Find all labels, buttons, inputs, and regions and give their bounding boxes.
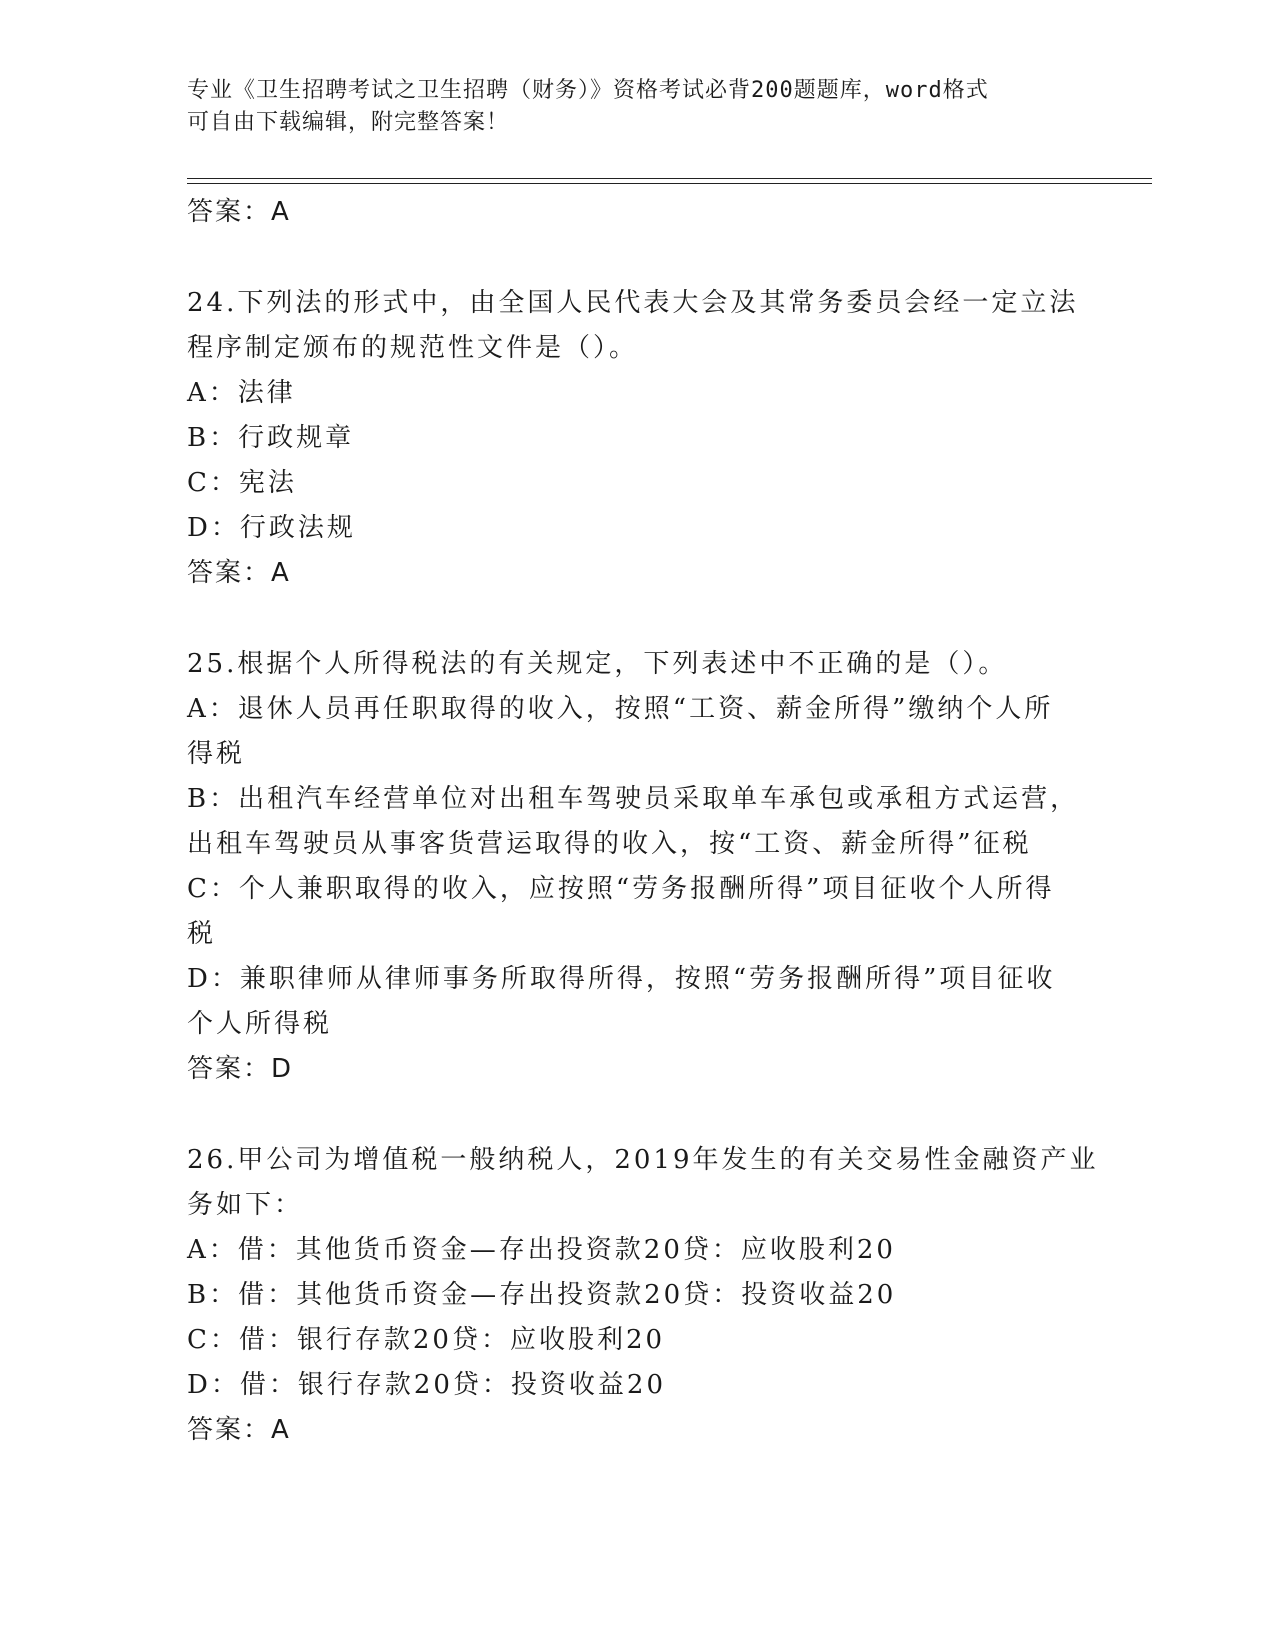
option-a: A：法律	[187, 378, 296, 408]
option-b-continued: 出租车驾驶员从事客货营运取得的收入，按“工资、薪金所得”征税	[187, 829, 1032, 859]
question-stem: 务如下：	[187, 1190, 304, 1220]
option-a: A：退休人员再任职取得的收入，按照“工资、薪金所得”缴纳个人所	[187, 694, 1054, 724]
answer: 答案：A	[187, 1415, 291, 1445]
question-stem: 25.根据个人所得税法的有关规定，下列表述中不正确的是（）。	[187, 649, 1008, 679]
option-d: D：行政法规	[187, 513, 356, 543]
option-c: C：个人兼职取得的收入，应按照“劳务报酬所得”项目征收个人所得	[187, 874, 1055, 904]
option-b: B：行政规章	[187, 423, 355, 453]
option-a: A：借：其他货币资金—存出投资款20贷：应收股利20	[187, 1235, 896, 1265]
option-b: B：出租汽车经营单位对出租车驾驶员采取单车承包或承租方式运营，	[187, 784, 1080, 814]
question-25	[187, 642, 1087, 1092]
option-c: C：借：银行存款20贷：应收股利20	[187, 1325, 666, 1355]
option-c: C：宪法	[187, 468, 297, 498]
option-d: D：借：银行存款20贷：投资收益20	[187, 1370, 667, 1400]
header-divider-bottom	[187, 183, 1152, 184]
option-b: B：借：其他货币资金—存出投资款20贷：投资收益20	[187, 1280, 897, 1310]
question-stem: 24.下列法的形式中，由全国人民代表大会及其常务委员会经一定立法	[187, 288, 1079, 318]
document-body	[187, 190, 1099, 1453]
document-header	[187, 75, 1067, 139]
spacer	[187, 235, 1087, 281]
question-stem: 程序制定颁布的规范性文件是（）。	[187, 333, 639, 363]
previous-answer: 答案：A	[187, 197, 291, 227]
option-d: D：兼职律师从律师事务所取得所得，按照“劳务报酬所得”项目征收	[187, 964, 1056, 994]
header-divider-top	[187, 178, 1152, 179]
question-stem: 26.甲公司为增值税一般纳税人，2019年发生的有关交易性金融资产业	[187, 1145, 1099, 1175]
question-26	[187, 1138, 1099, 1453]
spacer	[187, 1092, 1087, 1138]
spacer	[187, 596, 1087, 642]
question-24	[187, 281, 1087, 596]
option-c-continued: 税	[187, 919, 217, 949]
answer: 答案：A	[187, 558, 291, 588]
option-a-continued: 得税	[187, 739, 246, 769]
answer: 答案：D	[187, 1054, 294, 1084]
header-line-1: 专业《卫生招聘考试之卫生招聘（财务）》资格考试必背200题题库，word格式	[187, 78, 989, 103]
option-d-continued: 个人所得税	[187, 1009, 333, 1039]
header-line-2: 可自由下载编辑，附完整答案！	[187, 110, 510, 135]
